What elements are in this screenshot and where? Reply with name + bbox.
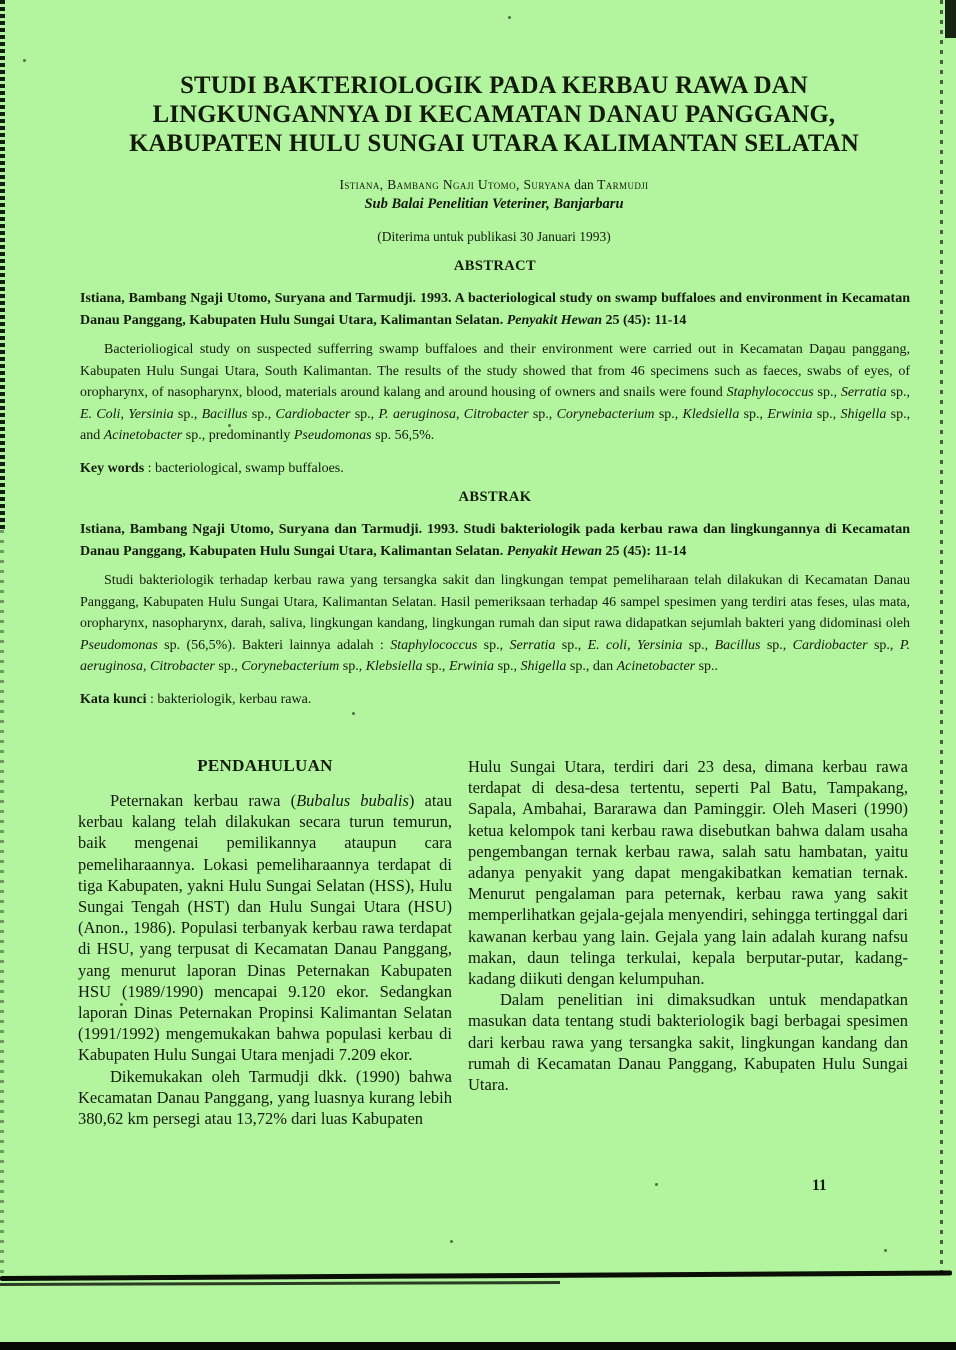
abstrak-section bbox=[80, 489, 910, 710]
scan-speckle bbox=[884, 1249, 887, 1252]
page-bottom-edge-line-double bbox=[0, 1281, 560, 1286]
authors-line: Istiana, Bambang Ngaji Utomo, Suryana dan Tarmudji bbox=[339, 177, 649, 192]
abstract-section bbox=[80, 258, 910, 479]
abstrak-body: Studi bakteriologik terhadap kerbau rawa yang tersangka sakit dan lingkungan tempat pemeliharaan telah dilakukan di Kecamatan Danau Panggang, Kabupaten Hulu Sungai Utara, Kalimantan Selatan. Hasil pemeriksaan terhadap 46 sampel spesimen yang terdiri atas feses, ulas mata, oropharynx, nasopharynx, darah, saliva, lingkungan kandang, lingkungan rumah dan siput rawa didapatkan sejumlah bakteri yang didominasi oleh Pseudomonas sp. (56,5%). Bakteri lainnya adalah : Staphylococcus sp., Serratia sp., E. coli, Yersinia sp., Bacillus sp., Cardiobacter sp., P. aeruginosa, Citrobacter sp., Corynebacterium sp., Klebsiella sp., Erwinia sp., Shigella sp., dan Acinetobacter sp.. bbox=[80, 573, 911, 674]
article-header bbox=[78, 70, 910, 245]
introduction-paragraph: Hulu Sungai Utara, terdiri dari 23 desa, dimana kerbau rawa terdapat di desa-desa tertentu, seperti Pal Batu, Tampakang, Sapala, Ambahai, Bararawa dan Paminggir. Oleh Maseri (1990) ketua kelompok tani kerbau rawa disebutkan bahwa dalam usaha pengembangan ternak kerbau rawa, salah satu hambatan, yaitu adanya penyakit yang dapat mengakibatkan kematian ternak. Menurut pengalaman para peternak, kerbau rawa yang sakit memperlihatkan gejala-gejala menyendiri, sehingga tertinggal dari kawanan kerbau yang lain. Gejala yang lain adalah kurang nafsu makan, daun telinga terkulai, kepala berputar-putar, kadang-kadang diikuti dengan kelumpuhan. bbox=[468, 757, 908, 989]
title-line-2: LINGKUNGANNYA DI KECAMATAN DANAU PANGGANG, bbox=[152, 99, 836, 128]
binding-edge-speckle-strip bbox=[0, 0, 5, 530]
introduction-paragraph: Dikemukakan oleh Tarmudji dkk. (1990) bahwa Kecamatan Danau Panggang, yang luasnya kurang lebih 380,62 km persegi atau 13,72% dari luas Kabupaten bbox=[78, 1066, 452, 1129]
scan-corner-mark bbox=[945, 0, 956, 38]
affiliation-line: Sub Balai Penelitian Veteriner, Banjarbaru bbox=[364, 196, 624, 212]
introduction-left-column bbox=[78, 756, 452, 1129]
scan-speckle bbox=[508, 16, 511, 19]
title-line-1: STUDI BAKTERIOLOGIK PADA KERBAU RAWA DAN bbox=[180, 70, 808, 99]
abstrak-heading: ABSTRAK bbox=[458, 489, 532, 505]
scan-speckle bbox=[655, 1183, 658, 1186]
scan-speckle bbox=[23, 59, 26, 62]
introduction-section bbox=[78, 756, 908, 1129]
abstrak-citation: Istiana, Bambang Ngaji Utomo, Suryana dan Tarmudji. 1993. Studi bakteriologik pada kerbau rawa dan lingkungannya di Kecamatan Danau Panggang, Kabupaten Hulu Sungai Utara, Kalimantan Selatan. Penyakit Hewan 25 (45): 11-14 bbox=[80, 522, 910, 559]
abstract-citation: Istiana, Bambang Ngaji Utomo, Suryana and Tarmudji. 1993. A bacteriological study on swamp buffaloes and environment in Kecamatan Danau Panggang, Kabupaten Hulu Sungai Utara, Kalimantan Selatan. Penyakit Hewan 25 (45): 11-14 bbox=[80, 291, 910, 328]
introduction-paragraph: Dalam penelitian ini dimaksudkan untuk mendapatkan masukan data tentang studi bakteriologik bagi berbagai spesimen dari kerbau rawa yang tersangka sakit, lingkungan kandang dan rumah di Kecamatan Danau Panggang, Kabupaten Hulu Sungai Utara. bbox=[468, 990, 908, 1095]
scan-speckle bbox=[450, 1240, 453, 1243]
introduction-paragraph: Peternakan kerbau rawa (Bubalus bubalis) atau kerbau kalang telah dilakukan secara turun temurun, baik mengenai pemilikannya ataupun cara pemeliharaannya. Lokasi pemeliharaannya terdapat di tiga Kabupaten, yakni Hulu Sungai Selatan (HSS), Hulu Sungai Tengah (HST) dan Hulu Sungai Utara (HSU) (Anon., 1986). Populasi terbanyak kerbau rawa terdapat di HSU, yang terpusat di Kecamatan Danau Panggang, yang menurut laporan Dinas Peternakan Kabupaten HSU (1989/1990) mencapai 9.120 ekor. Sedangkan laporan Dinas Peternakan Propinsi Kalimantan Selatan (1991/1992) mengemukakan bahwa populasi kerbau di Kabupaten Hulu Sungai Utara menjadi 7.209 ekor. bbox=[78, 791, 452, 1065]
binding-edge-speckle-strip-faded bbox=[0, 530, 4, 1278]
introduction-heading: PENDAHULUAN bbox=[197, 756, 333, 775]
page-number: 11 bbox=[812, 1177, 827, 1194]
title-line-3: KABUPATEN HULU SUNGAI UTARA KALIMANTAN SELATAN bbox=[129, 128, 859, 157]
scan-speckle bbox=[352, 712, 355, 715]
introduction-right-column bbox=[468, 756, 908, 1129]
abstract-body: Bacterioliogical study on suspected sufferring swamp buffaloes and their environment were carried out in Kecamatan Danau panggang, Kabupaten Hulu Sungai Utara, South Kalimantan. The results of the study showed that from 46 specimens such as faeces, swabs of eyes, of oropharynx, of nasopharynx, blood, materials around kalang and around housing of owners and snails were found Staphylococcus sp., Serratia sp., E. Coli, Yersinia sp., Bacillus sp., Cardiobacter sp., P. aeruginosa, Citrobacter sp., Corynebacterium sp., Kledsiella sp., Erwinia sp., Shigella sp., and Acinetobacter sp., predominantly Pseudomonas sp. 56,5%. bbox=[80, 342, 911, 443]
page-bottom-edge-line bbox=[0, 1271, 952, 1281]
article-title bbox=[90, 70, 897, 157]
scanner-bed-strip bbox=[0, 1342, 956, 1350]
abstrak-keywords: Kata kunci : bakteriologik, kerbau rawa. bbox=[80, 691, 312, 707]
abstract-keywords: Key words : bacteriological, swamp buffaloes. bbox=[80, 460, 344, 476]
received-date-line: (Diterima untuk publikasi 30 Januari 1993) bbox=[377, 229, 611, 244]
page-right-edge-line bbox=[940, 0, 943, 1274]
abstract-heading: ABSTRACT bbox=[453, 258, 537, 274]
